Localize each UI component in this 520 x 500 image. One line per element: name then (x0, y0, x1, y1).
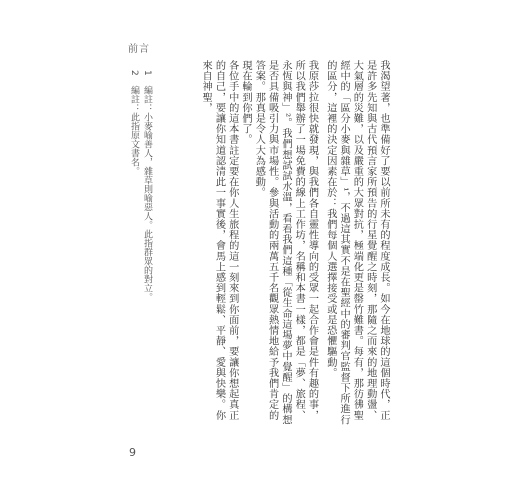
main-text (199, 60, 395, 425)
footnote-number: 2 (129, 70, 139, 76)
footnote (141, 70, 153, 302)
paragraph: 各位手中的這本書註定要在你人生旅程的這一刻來到你面前，要讓你想起真正的自己，要讓你知道認清此一事實後，會馬上感到輕鬆、平靜、愛與快樂。你來自神聖， (200, 60, 238, 421)
footnote-text: 編註：小麥喻善人，雜草則喻惡人。此指群眾的對立。 (142, 85, 152, 302)
footnote-number: 1 (142, 70, 152, 76)
footnotes (127, 70, 153, 302)
running-header: 前言 (128, 44, 150, 55)
paragraph: 我渴望著，也準備好了要以前所未有的程度成長。如今在地球的這個時代，正是許多先知與古代預言家所預告的行星覺醒之時刻，那隨之而來的地理動盪、大氣層的災難，以及嚴重的大眾對抗，極端化更是罄竹難書。每有，那彷彿聖經中的「區分小麥與雜草」¹，不過這其實不是在聖經中的審判官監督下所進行的區分，這裡的決定因素在於：我們每個人選擇接受或是恐懼驅動。 (324, 60, 389, 425)
page-number: 9 (129, 446, 136, 459)
paragraph: 現在輪到你們了。 (240, 60, 252, 145)
paragraph: 我原莎拉很快就發現，與我們各自靈性導向的受眾一起合作會是件有趣的事，所以我們舉辦了一場免費的線上工作坊，名稱和本書一樣，都是「夢、旅程、永恆與神」²。我們想試試水溫，看看我們這種「從生命這場夢中覺醒」的構想是否具備吸引力與市場性。參與活動的兩萬五千名觀眾熱情地給予我們肯定的答案。那真是令人大為感動。 (253, 60, 318, 425)
footnote (128, 70, 140, 302)
footnote-text: 編註：此指原文書名。 (129, 85, 139, 176)
